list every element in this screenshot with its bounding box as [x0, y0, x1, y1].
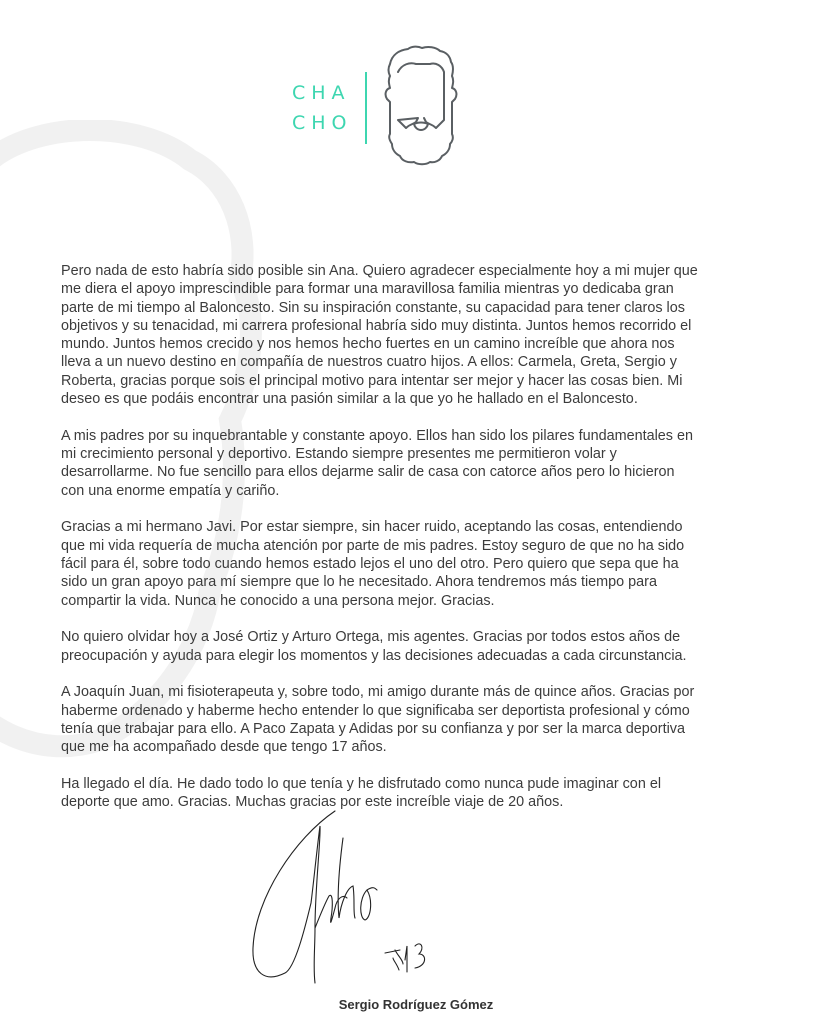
paragraph-padres: A mis padres por su inquebrantable y constante apoyo. Ellos han sido los pilares fundamentales en mi crecimiento personal y deportivo. Estando siempre presentes me permitieron volar y desarrollarme. No fue sencillo para ellos dejarme salir de casa con catorce años pero lo hicieron con una enorme empatía y cariño.	[61, 427, 693, 499]
logo-wordmark	[292, 78, 353, 138]
paragraph-agentes: No quiero olvidar hoy a José Ortiz y Arturo Ortega, mis agentes. Gracias por todos estos años de preocupación y ayuda para elegir los momentos y las decisiones adecuadas a cada circunstancia.	[61, 629, 687, 664]
logo-line-1: CHA	[292, 82, 351, 104]
paragraph-hermano: Gracias a mi hermano Javi. Por estar siempre, sin hacer ruido, aceptando las cosas, entendiendo que mi vida requería de mucha atención por parte de mis padres. Estoy seguro de que no ha sido fácil para él, sobre todo cuando hemos estado lejos el uno del otro. Pero quiero que sepa que ha sido un gran apoyo para mí siempre que lo he necesitado. Ahora tendremos más tiempo para compartir la vida. Nunca he conocido a una persona mejor. Gracias.	[61, 519, 685, 609]
chacho-logo	[288, 40, 468, 165]
logo-line-2: CHO	[292, 112, 353, 134]
signer-name: Sergio Rodríguez Gómez	[338, 997, 494, 1012]
logo-divider	[365, 72, 367, 144]
paragraph-despedida: Ha llegado el día. He dado todo lo que tenía y he disfrutado como nunca pude imaginar con el deporte que amo. Gracias. Muchas gracias por este increíble viaje de 20 años.	[61, 775, 662, 811]
letter-body	[61, 262, 781, 830]
paragraph-fisioterapeuta: A Joaquín Juan, mi fisioterapeuta y, sobre todo, mi amigo durante más de quince años. Gracias por haberme ordenado y haberme hecho entender lo que significaba ser deportista profesional y cómo tenía que trabajar para ello. A Paco Zapata y Adidas por su confianza y por ser la marca deportiva que me ha acompañado desde que tengo 17 años.	[61, 684, 695, 756]
bearded-face-icon	[380, 44, 462, 166]
handwritten-signature	[235, 808, 435, 988]
paragraph-ana: Pero nada de esto habría sido posible sin Ana. Quiero agradecer especialmente hoy a mi mujer que me diera el apoyo imprescindible para formar una maravillosa familia mientras yo dedicaba gran parte de mi tiempo al Baloncesto. Sin su inspiración constante, su capacidad para tener claros los objetivos y su tenacidad, mi carrera profesional habría sido muy distinta. Juntos hemos recorrido el mundo. Juntos hemos crecido y nos hemos hecho fuertes en un camino increíble que ahora nos lleva a un nuevo destino en compañía de nuestros cuatro hijos. A ellos: Carmela, Greta, Sergio y Roberta, gracias porque sois el principal motivo para intentar ser mejor y hacer las cosas bien. Mi deseo es que podáis encontrar una pasión similar a la que yo he hallado en el Baloncesto.	[61, 263, 698, 408]
